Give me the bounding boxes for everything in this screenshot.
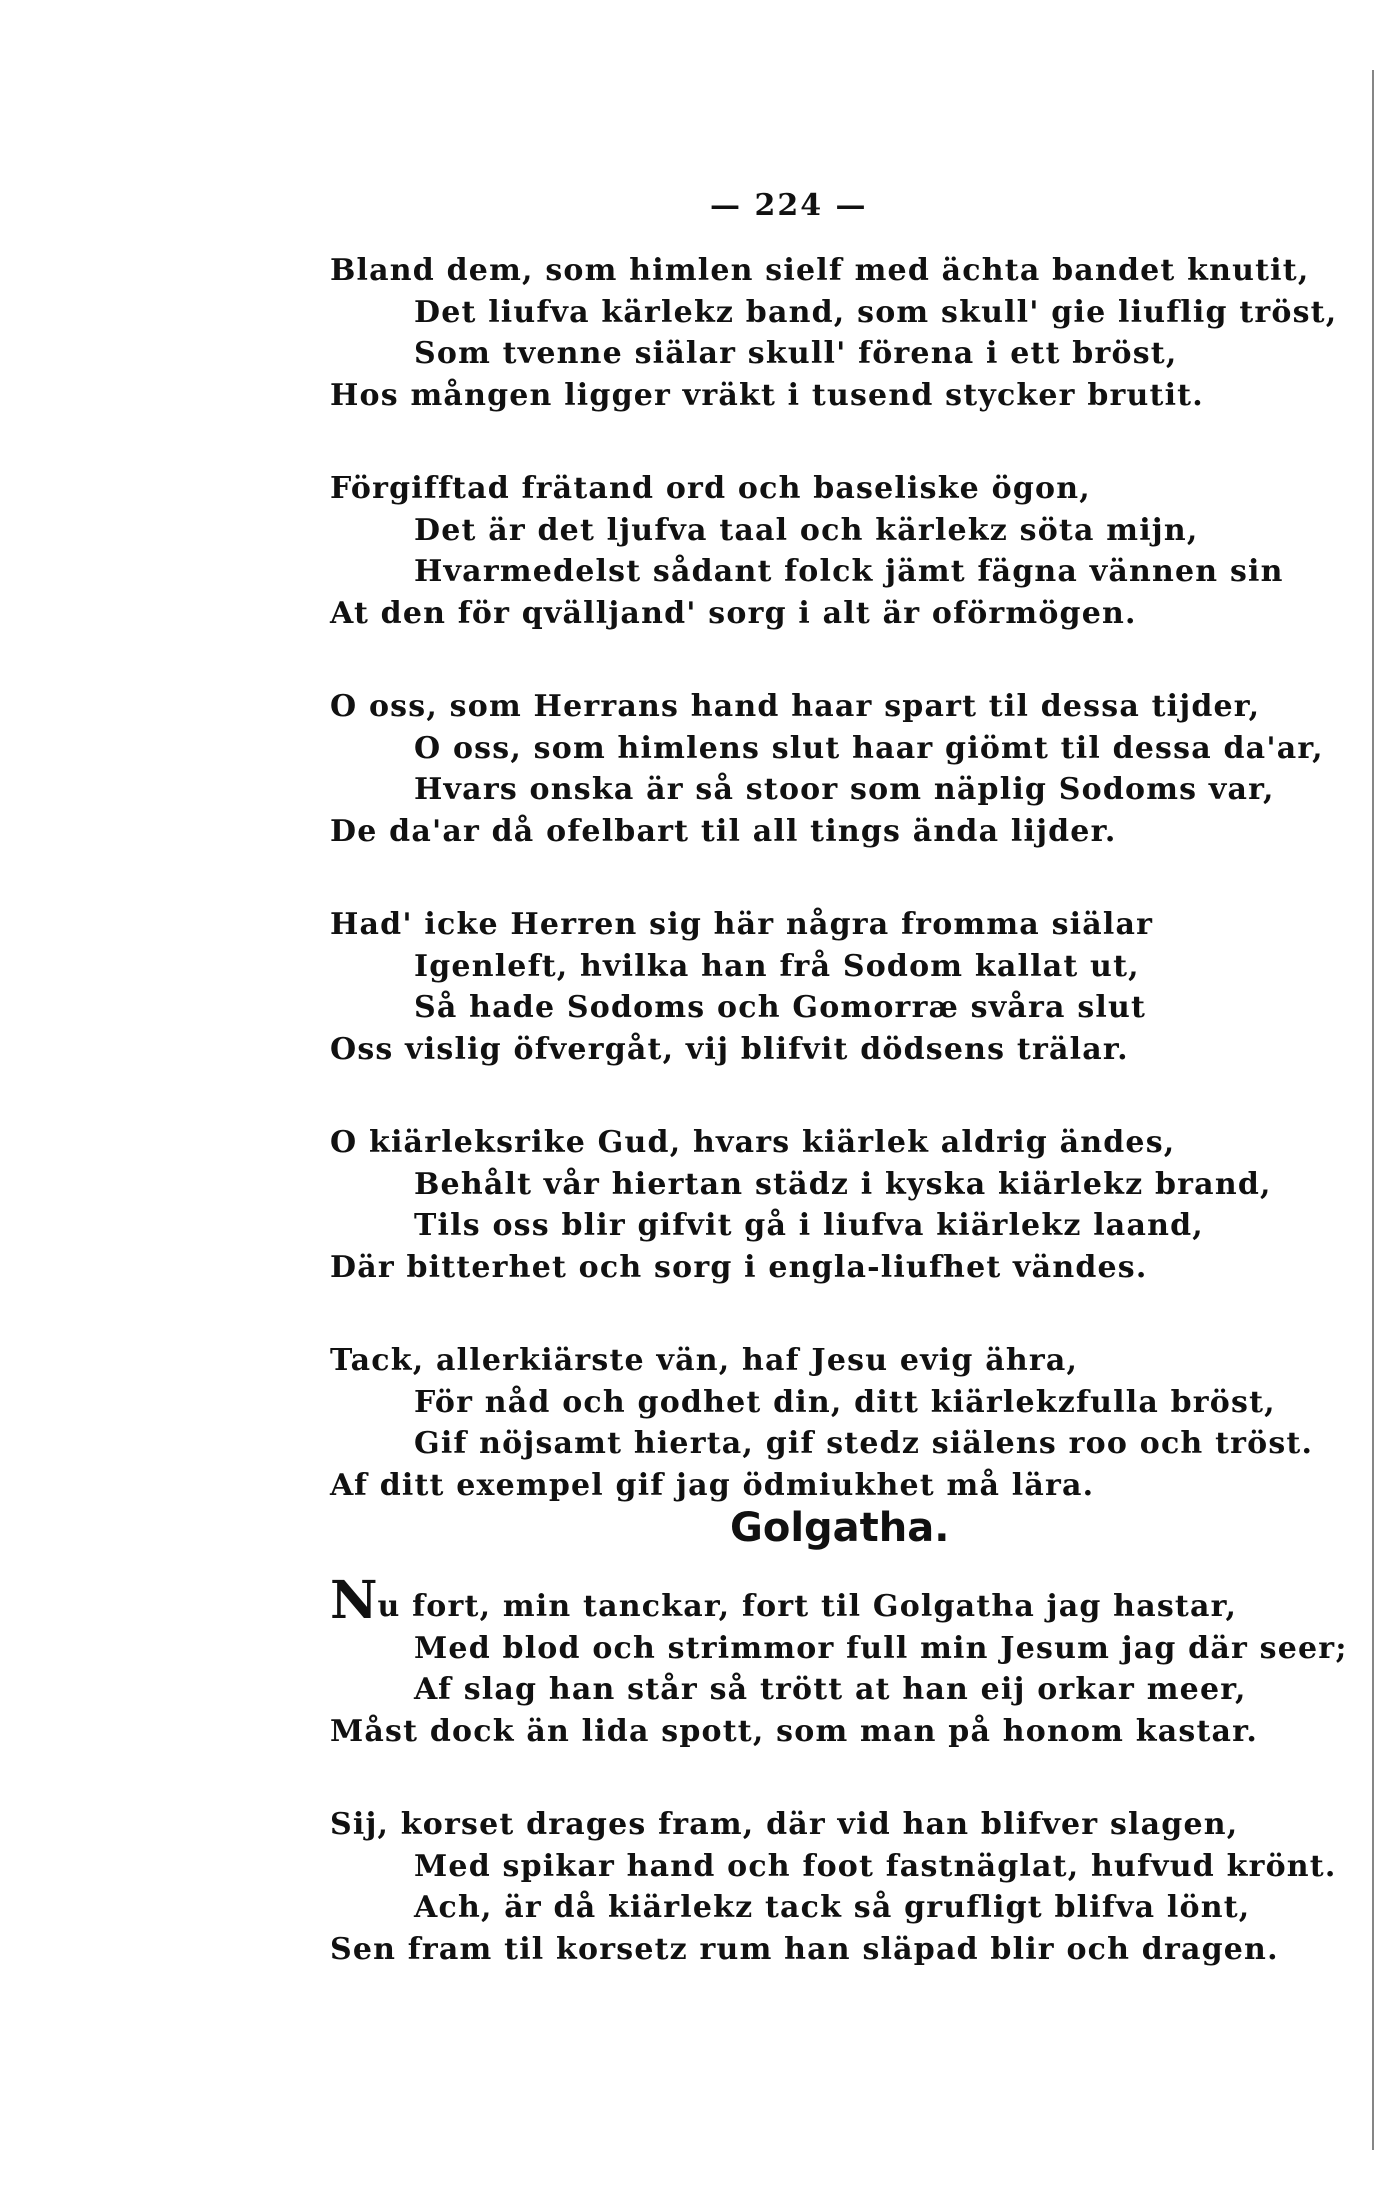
verse-line: Af ditt exempel gif jag ödmiukhet må lära. xyxy=(330,1467,1095,1503)
poem-title: Golgatha. xyxy=(730,1505,950,1551)
verse-line: Oss vislig öfvergåt, vij blifvit dödsens trälar. xyxy=(330,1031,1129,1067)
poem-section-1 xyxy=(330,250,1338,1558)
stanza xyxy=(330,468,1330,634)
stanza xyxy=(330,1340,1330,1506)
verse-line: Ach, är då kiärlekz tack så grufligt blifva lönt, xyxy=(414,1890,1251,1925)
stanza xyxy=(330,904,1330,1070)
verse-line: Förgifftad frätand ord och baseliske ögon, xyxy=(330,471,1091,506)
verse-line: Det liufva kärlekz band, som skull' gie liuflig tröst, xyxy=(414,294,1338,330)
page-edge-line xyxy=(1372,70,1374,2150)
verse-line: Bland dem, som himlen sielf med ächta bandet knutit, xyxy=(330,253,1310,288)
stanza xyxy=(330,1122,1330,1288)
verse-line: Så hade Sodoms och Gomorræ svåra slut xyxy=(414,990,1147,1025)
verse-line: Af slag han står så trött at han eij orkar meer, xyxy=(414,1672,1247,1707)
stanza xyxy=(330,686,1330,852)
verse-line: O kiärleksrike Gud, hvars kiärlek aldrig ändes, xyxy=(330,1125,1176,1160)
verse-line: Med spikar hand och foot fastnäglat, hufvud krönt. xyxy=(414,1848,1337,1884)
drop-cap: N xyxy=(330,1570,378,1631)
verse-line: Hvars onska är så stoor som näplig Sodoms var, xyxy=(414,772,1275,807)
verse-line: Måst dock än lida spott, som man på honom kastar. xyxy=(330,1713,1259,1749)
verse-line-first xyxy=(330,1570,1330,1631)
verse-line: At den för qvälljand' sorg i alt är oförmögen. xyxy=(330,595,1137,631)
verse-line: Had' icke Herren sig här några fromma siälar xyxy=(330,907,1154,942)
stanza xyxy=(330,1570,1348,1752)
verse-line: Sij, korset drages fram, där vid han blifver slagen, xyxy=(330,1807,1239,1842)
verse-line: Det är det ljufva taal och kärlekz söta mijn, xyxy=(414,512,1199,548)
poem-section-2 xyxy=(330,1570,1348,2022)
verse-line: Behålt vår hiertan städz i kyska kiärlekz brand, xyxy=(414,1166,1272,1202)
verse-line-rest: u fort, min tanckar, fort til Golgatha jag hastar, xyxy=(377,1589,1238,1624)
stanza xyxy=(330,250,1338,416)
page-number: — 224 — xyxy=(710,188,868,223)
verse-line: Tils oss blir gifvit gå i liufva kiärlekz laand, xyxy=(414,1208,1204,1243)
verse-line: O oss, som himlens slut haar giömt til dessa da'ar, xyxy=(414,730,1324,766)
verse-line: För nåd och godhet din, ditt kiärlekzfulla bröst, xyxy=(414,1384,1276,1420)
verse-line: Hos mången ligger vräkt i tusend stycker brutit. xyxy=(330,377,1204,413)
verse-line: Sen fram til korsetz rum han släpad blir och dragen. xyxy=(330,1931,1279,1967)
verse-line: Där bitterhet och sorg i engla-liufhet vändes. xyxy=(330,1249,1148,1285)
verse-line: Igenleft, hvilka han frå Sodom kallat ut, xyxy=(414,948,1140,984)
verse-line: Som tvenne siälar skull' förena i ett bröst, xyxy=(414,336,1178,371)
verse-line: Med blod och strimmor full min Jesum jag där seer; xyxy=(414,1630,1348,1666)
stanza xyxy=(330,1804,1337,1970)
verse-line: Tack, allerkiärste vän, haf Jesu evig ähra, xyxy=(330,1343,1079,1378)
verse-line: Gif nöjsamt hierta, gif stedz siälens roo och tröst. xyxy=(414,1426,1314,1461)
verse-line: Hvarmedelst sådant folck jämt fägna vännen sin xyxy=(414,554,1284,589)
verse-line: De da'ar då ofelbart til all tings ända lijder. xyxy=(330,813,1117,849)
verse-line: O oss, som Herrans hand haar spart til dessa tijder, xyxy=(330,689,1261,724)
